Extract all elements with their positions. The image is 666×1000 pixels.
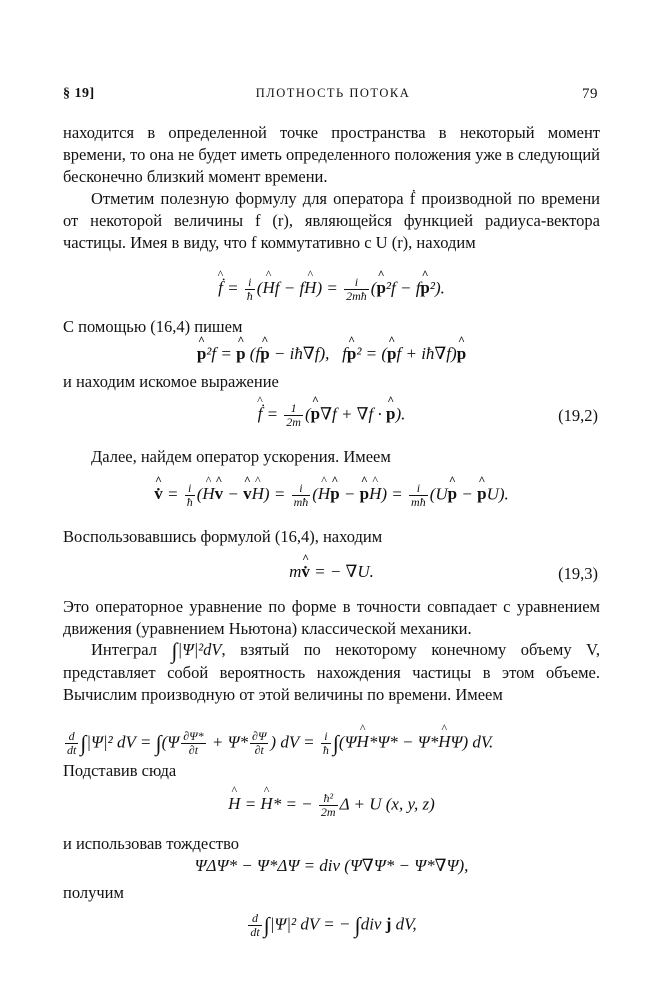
paragraph-2: Отметим полезную формулу для оператора ḟ производной по времени от некоторой величины f (r), являющейся функцией радиуса-вектора частицы. Имея в виду, что f коммутативно с U (r), находим bbox=[63, 189, 600, 252]
paragraph-11: получим bbox=[63, 883, 124, 902]
running-title: ПЛОТНОСТЬ ПОТОКА bbox=[255, 86, 411, 100]
paragraph-3: С помощью (16,4) пишем bbox=[63, 317, 243, 336]
paragraph-8-start: Интеграл bbox=[91, 640, 157, 659]
equation-continuity: $\frac{d}{dt}$ ∫|Ψ|² dV = − ∫div j dV, bbox=[250, 911, 417, 939]
equation-identity: ΨΔΨ* − Ψ*ΔΨ = div (Ψ∇Ψ* − Ψ*∇Ψ), bbox=[194, 856, 469, 875]
paragraph-9: Подставив сюда bbox=[63, 761, 177, 780]
paragraph-7: Это операторное уравнение по форме в точности совпадает с уравнением движения (уравнением Ньютона) классической механики. bbox=[63, 597, 600, 638]
paragraph-6: Воспользовавшись формулой (16,4), находим bbox=[63, 527, 383, 546]
equation-f-dot: ^ ḟ = $\frac{i}{ħ}$ (^ Hf − f^ H) = $\frac{i}{2mħ}$ (^ p²f − f^ p²). bbox=[63, 276, 600, 303]
paragraph-8: Интеграл ∫|Ψ|²dV, взятый по некоторому конечному объему V, представляет собой вероятность нахождения частицы в этом объеме. Вычислим производную от этой величины по времени. Имеем bbox=[63, 638, 601, 704]
equation-number-19-2: (19,2) bbox=[558, 406, 598, 425]
equation-p2f: ^ p²f = ^ p (f^ p − iħ∇f), f^ p² = (^ pf + iħ∇f)^ p bbox=[63, 344, 600, 364]
paragraph-5: Далее, найдем оператор ускорения. Имеем bbox=[91, 447, 391, 466]
equation-19-3: m^ v̇ = − ∇U. bbox=[63, 562, 600, 582]
equation-number-19-3: (19,3) bbox=[558, 564, 598, 583]
equation-acceleration: ^ v̇ = $\frac{i}{ħ}$ (^ H^ v − ^ v^ H) = $\frac{i}{mħ}$ (^ H^ p − ^ p^ H) = $\frac{i}{mħ}$ (U^ p − ^ pU). bbox=[63, 482, 600, 509]
equation-time-derivative: $\frac{d}{dt}$ ∫|Ψ|² dV = ∫(Ψ $\frac{\partial\Psi*}{\partial t}$ + Ψ* $\frac{\partial\Psi}{\partial t}$ ) dV = $\frac{i}{ħ}$ ∫(Ψ^ H*Ψ* − Ψ*^ HΨ) dV. bbox=[63, 730, 600, 757]
paragraph-1: находится в определенной точке пространства в некоторый момент времени, то она не будет иметь определенного положения уже в следующий бесконечно близкий момент времени. bbox=[63, 123, 600, 186]
paragraph-10: и использовав тождество bbox=[63, 834, 240, 853]
section-marker: § 19] bbox=[63, 86, 95, 101]
page-number: 79 bbox=[582, 86, 598, 102]
paragraph-8-rest: взятый по некоторому конечному объему V, представляет собой вероятность нахождения частицы в этом объеме. Вычислим производную от этой величины по времени. Имеем bbox=[63, 640, 601, 704]
paragraph-4: и находим искомое выражение bbox=[63, 372, 279, 391]
equation-hamiltonian: ^ H = ^ H* = − $\frac{\text{ħ²}}{2m}$ Δ + U (x, y, z) bbox=[63, 792, 600, 819]
equation-19-2: ^ ḟ = $\frac{1}{2m}$ (^ p∇f + ∇f · ^ p). bbox=[63, 402, 600, 429]
